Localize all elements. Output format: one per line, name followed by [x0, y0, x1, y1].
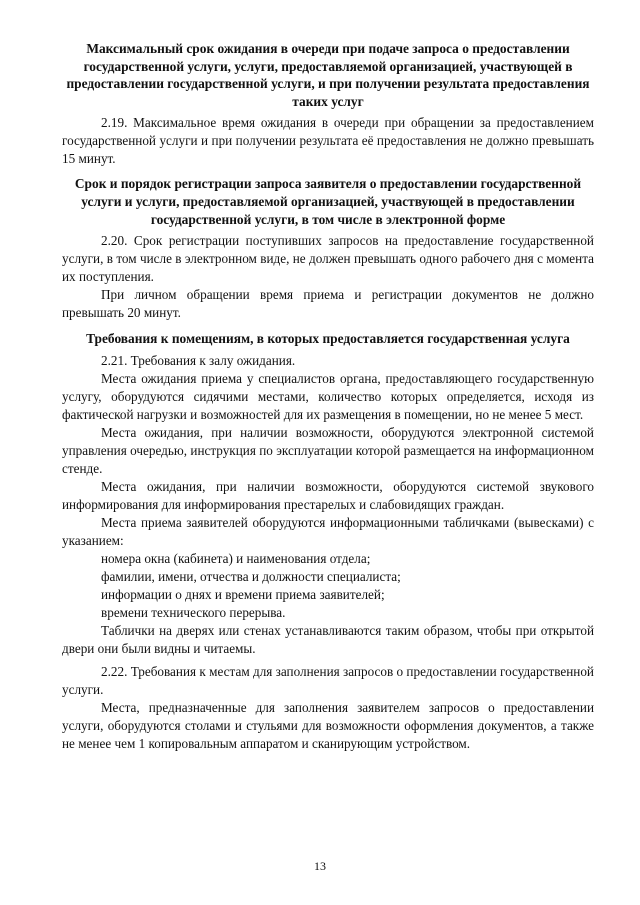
- list-item-reception-hours: информации о днях и времени приема заявителей;: [101, 586, 385, 602]
- paragraph-sign-placement: Таблички на дверях или стенах устанавливаются таким образом, чтобы при открытой двери они были видны и читаемы.: [62, 622, 594, 656]
- paragraph-sound-system: Места ожидания, при наличии возможности, оборудуются системой звукового информирования для информирования престарелых и слабовидящих граждан.: [62, 478, 594, 512]
- section-heading-registration: Срок и порядок регистрации запроса заявителя о предоставлении государственной услуги и услуги, предоставляемой организацией, участвующей в предоставлении государственной услуги, в том числе в электронной форме: [74, 176, 582, 227]
- list-item-specialist-name: фамилии, имени, отчества и должности специалиста;: [101, 568, 401, 584]
- paragraph-2-19: 2.19. Максимальное время ожидания в очереди при обращении за предоставлением государственной услуги и при получении результата её предоставления не должно превышать 15 минут.: [62, 115, 594, 167]
- document-page: [62, 40, 594, 753]
- paragraph-2-21: 2.21. Требования к залу ожидания.: [101, 352, 296, 368]
- paragraph-queue-system: Места ожидания, при наличии возможности, оборудуются электронной системой управления очередью, инструкция по эксплуатации которой размещается на информационном стенде.: [62, 424, 594, 476]
- paragraph-2-22: 2.22. Требования к местам для заполнения запросов о предоставлении государственной услуги.: [62, 663, 594, 697]
- paragraph-info-signs: Места приема заявителей оборудуются информационными табличками (вывесками) с указанием:: [62, 514, 594, 548]
- paragraph-form-filling-places: Места, предназначенные для заполнения заявителем запросов о предоставлении услуги, оборудуются столами и стульями для возможности оформления документов, а также не менее чем 1 копировальным аппаратом и сканирующим устройством.: [62, 699, 594, 751]
- section-heading-queue-wait: Максимальный срок ожидания в очереди при подаче запроса о предоставлении государственной услуги, услуги, предоставляемой организацией, участвующей в предоставлении государственной услуги, и при получении результата предоставления таких услуг: [66, 41, 590, 109]
- list-item-break-time: времени технического перерыва.: [101, 604, 286, 620]
- paragraph-waiting-seats: Места ожидания приема у специалистов органа, предоставляющего государственную услугу, оборудуются сидячими местами, количество которых определяется, исходя из фактической нагрузки и возможностей для их размещения в помещении, но не менее 5 мест.: [62, 370, 594, 422]
- paragraph-personal-visit: При личном обращении время приема и регистрации документов не должно превышать 20 минут.: [62, 287, 594, 321]
- page-number: 13: [314, 859, 326, 873]
- section-heading-premises: Требования к помещениям, в которых предоставляется государственная услуга: [86, 331, 570, 347]
- list-item-window-number: номера окна (кабинета) и наименования отдела;: [101, 550, 371, 566]
- paragraph-2-20: 2.20. Срок регистрации поступивших запросов на предоставление государственной услуги, в том числе в электронном виде, не должен превышать одного рабочего дня с момента их поступления.: [62, 233, 594, 285]
